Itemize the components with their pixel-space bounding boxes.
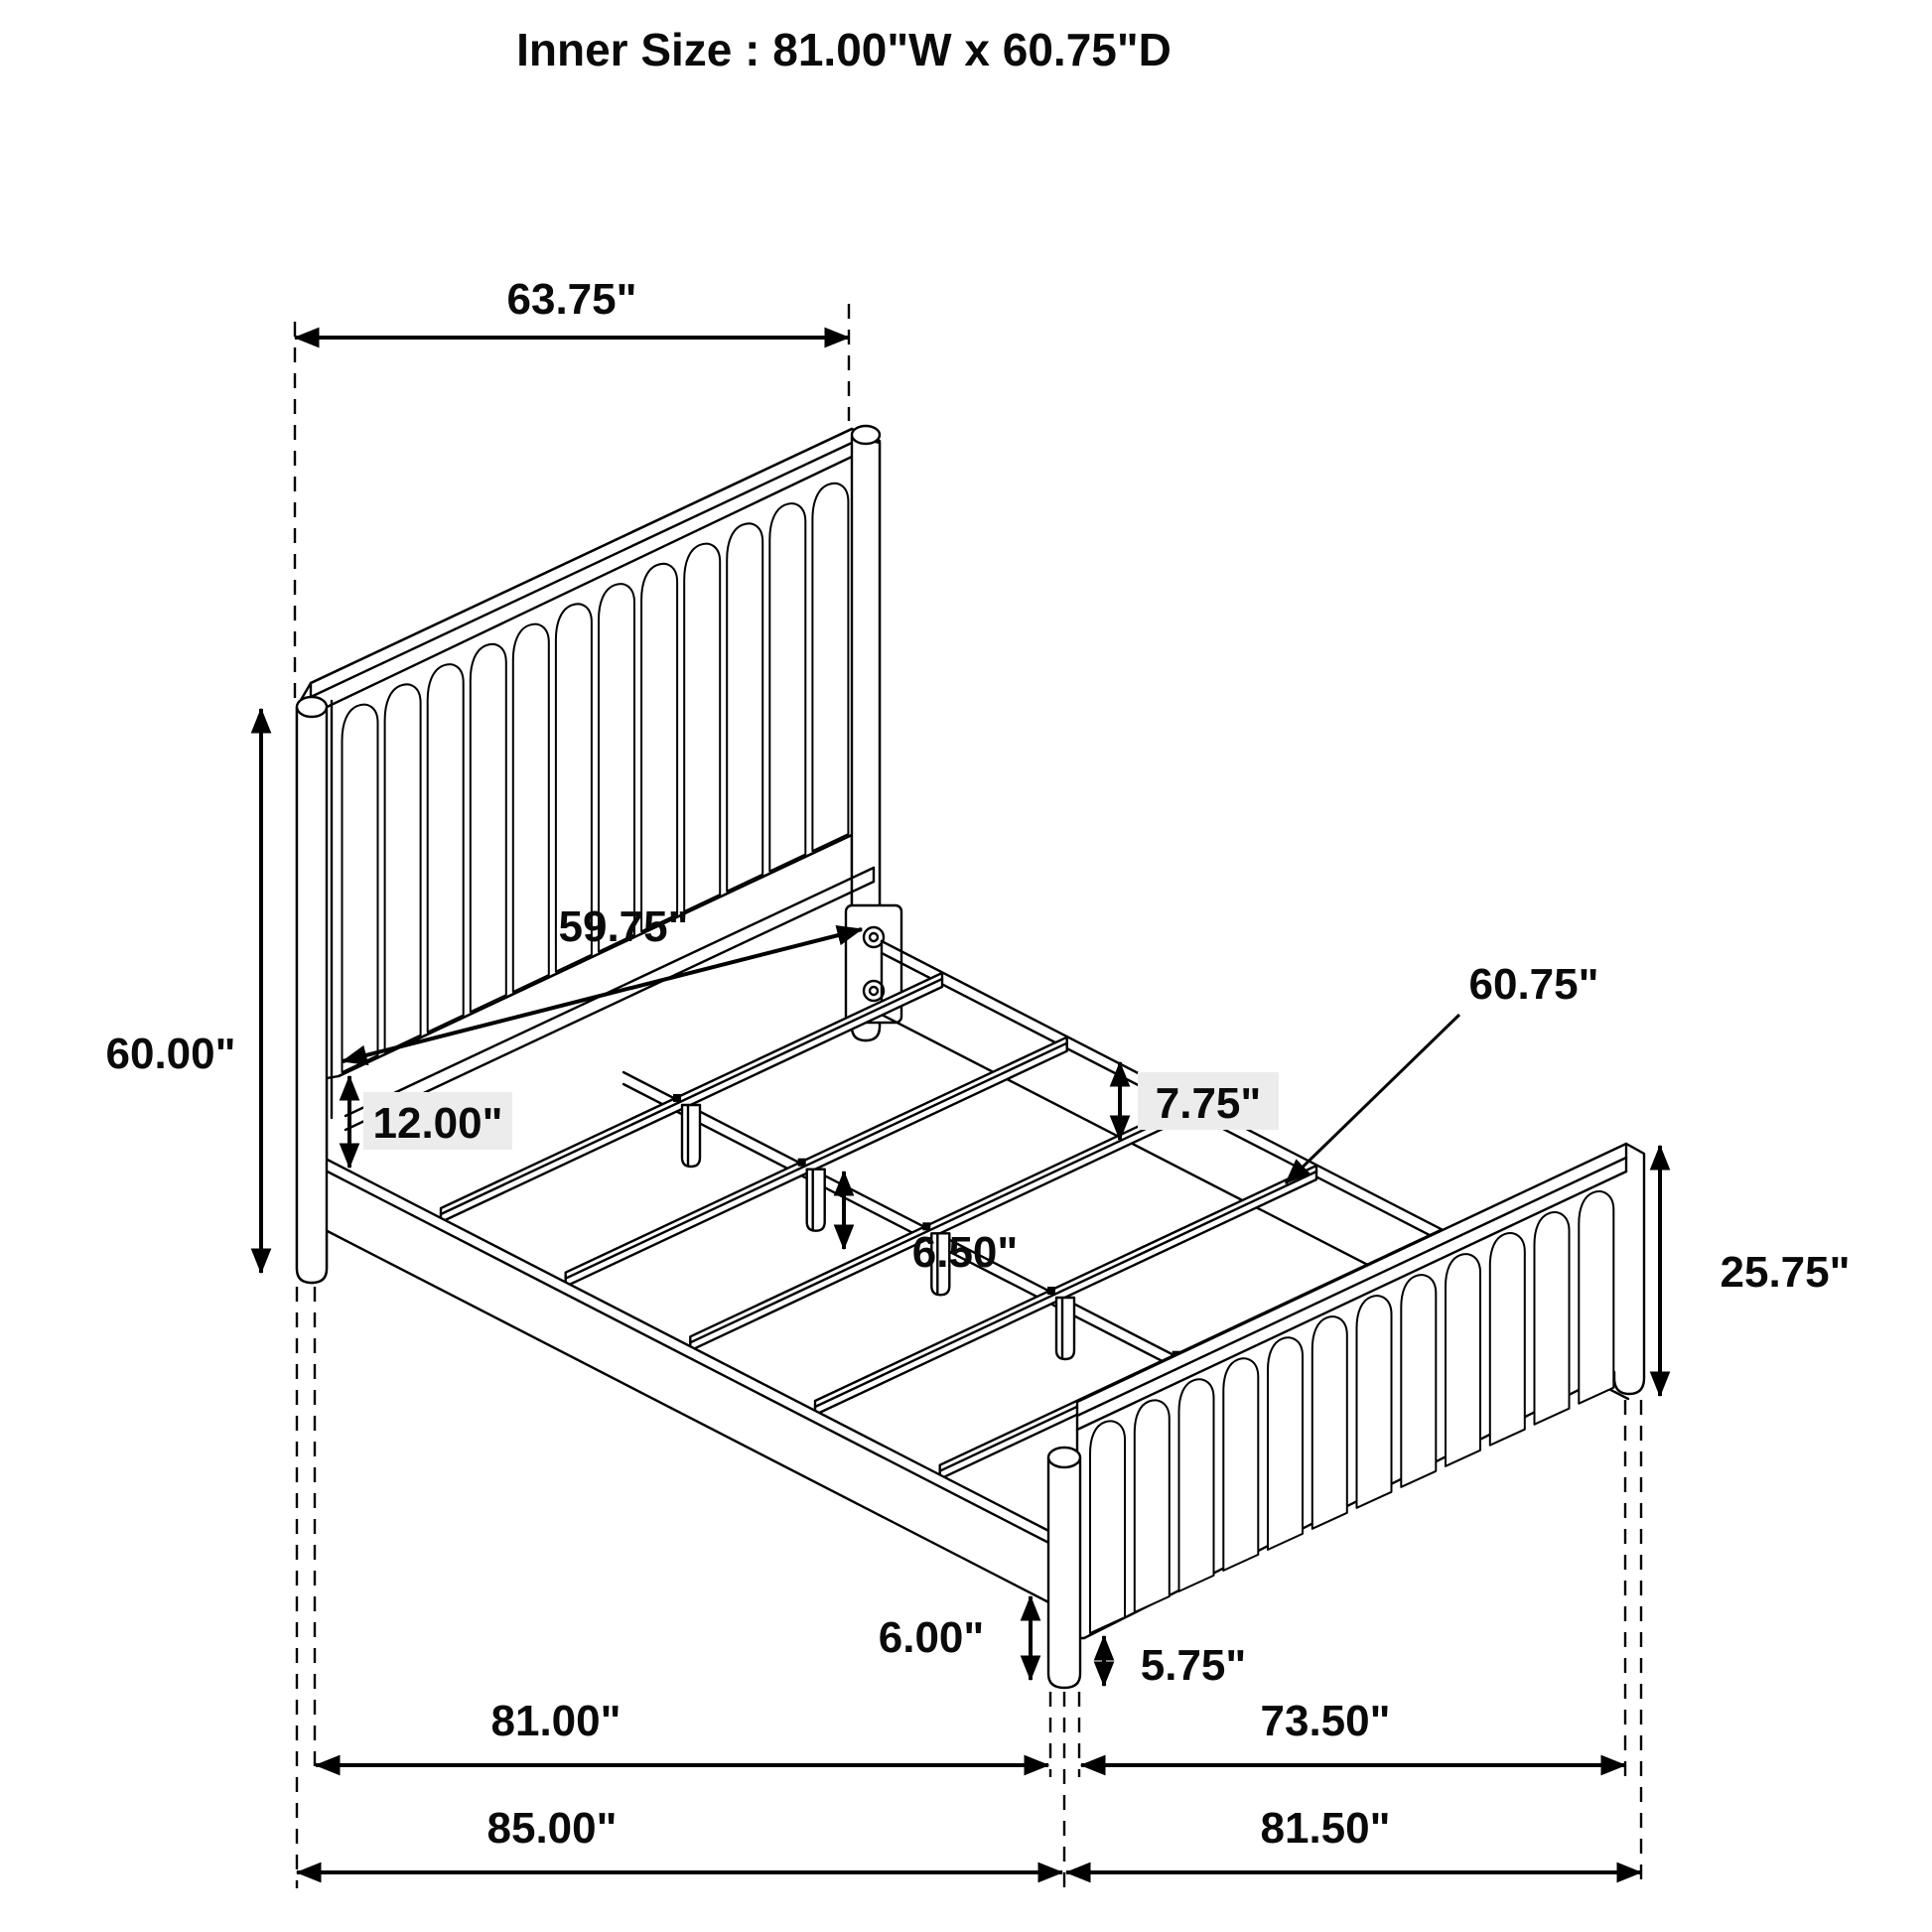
dimension-label-rail-clearance: 6.00" bbox=[878, 1613, 985, 1662]
dimension-label-footboard-overall: 81.50" bbox=[1260, 1804, 1391, 1853]
dimension-footboard-overall-length bbox=[1066, 1804, 1641, 1872]
dimension-label-footboard-height: 25.75" bbox=[1720, 1248, 1851, 1297]
dimension-overall-length bbox=[297, 1804, 1062, 1872]
footboard-front-leg bbox=[1048, 1448, 1080, 1688]
dimension-label-center-leg-height: 6.50" bbox=[911, 1228, 1019, 1277]
dimension-headboard-height bbox=[106, 709, 261, 1273]
dimension-footboard-span bbox=[1081, 1697, 1625, 1765]
dimension-label-footboard-span: 73.50" bbox=[1260, 1697, 1391, 1745]
dimension-label-slat-length: 60.75" bbox=[1468, 960, 1599, 1009]
dimension-label-footboard-leg-height: 5.75" bbox=[1140, 1641, 1247, 1690]
dimension-slat-length bbox=[1286, 960, 1598, 1183]
headboard bbox=[297, 426, 901, 1283]
dimension-label-overall-length: 85.00" bbox=[486, 1804, 618, 1853]
dimension-footboard-leg-height bbox=[1104, 1636, 1246, 1690]
dimension-label-inner-length: 81.00" bbox=[490, 1697, 621, 1745]
footboard bbox=[1077, 1144, 1644, 1638]
dimension-label-panel-to-rail: 12.00" bbox=[372, 1099, 503, 1148]
dimension-rail-clearance bbox=[879, 1596, 1031, 1680]
page-title: Inner Size : 81.00"W x 60.75"D bbox=[516, 24, 1172, 75]
dimension-label-inner-width: 59.75" bbox=[558, 902, 689, 951]
dimension-side-rail-height bbox=[1120, 1062, 1279, 1140]
dimension-inner-length bbox=[316, 1697, 1048, 1765]
dimension-footboard-height bbox=[1660, 1146, 1850, 1396]
dimension-headboard-width bbox=[295, 275, 849, 338]
dimension-label-headboard-width: 63.75" bbox=[506, 275, 637, 324]
headboard-left-post bbox=[297, 697, 332, 1283]
dimension-label-side-rail-height: 7.75" bbox=[1155, 1079, 1262, 1128]
dimension-label-headboard-height: 60.00" bbox=[105, 1030, 236, 1078]
